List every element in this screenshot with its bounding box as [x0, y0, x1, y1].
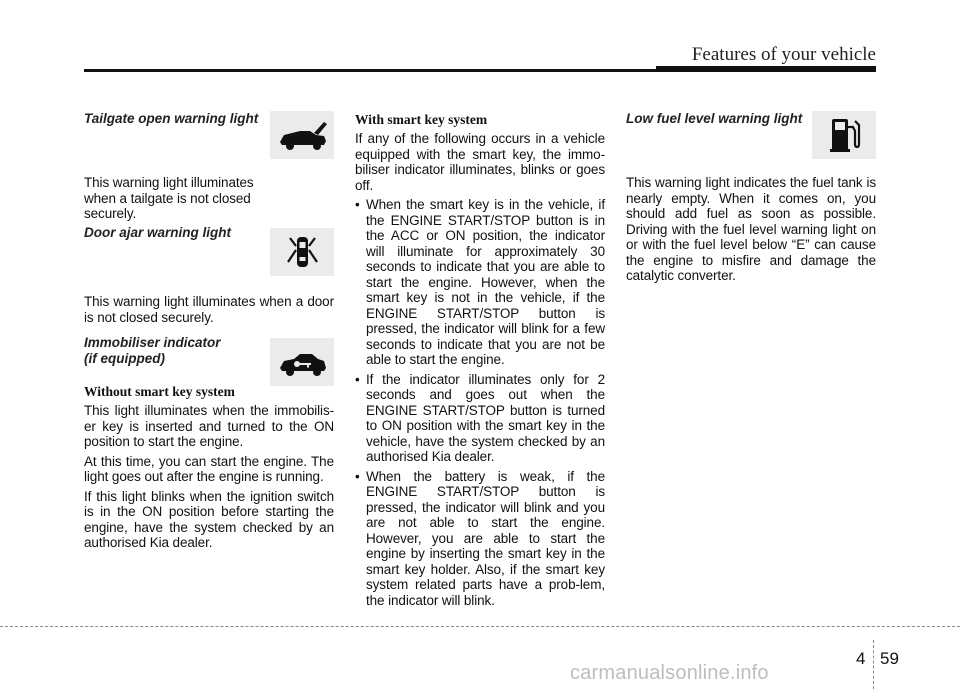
immobiliser-car-key-icon: [270, 338, 334, 386]
list-item: • When the smart key is in the vehicle, if the ENGINE START/STOP button is in the ACC or ON position, the indicator will illuminate for approximately 30 seconds to indicate that you are able to start the engine. However, when the smart key is not in the vehicle, if the ENGINE START/STOP button is pressed, the indicator will blink for a few seconds to indicate that you are not be able to start the engine.: [355, 197, 605, 367]
with-smart-key-heading: With smart key system: [355, 112, 488, 127]
list-item: • If the indicator illuminates only for 2 seconds and goes out when the ENGINE START/STOP button is turned to ON position with the smart key in the vehicle, have the system checked by an authorised Kia dealer.: [355, 371, 605, 464]
chapter-number: 4: [856, 649, 866, 668]
immobiliser-paragraph-2: At this time, you can start the engine. The light goes out after the engine is running.: [84, 453, 334, 484]
immobiliser-paragraph-1: This light illuminates when the immobilis-er key is inserted and turned to the ON position to start the engine.: [84, 403, 334, 449]
smart-key-intro: If any of the following occurs in a vehicle equipped with the smart key, the immo-biliser indicator illuminates, blinks or goes off.: [355, 131, 605, 193]
smart-key-bullet-list: [355, 197, 605, 608]
door-section: [84, 225, 334, 329]
door-heading: Door ajar warning light: [84, 225, 232, 240]
without-smart-key-heading: Without smart key system: [84, 384, 235, 399]
tailgate-heading: Tailgate open warning light: [84, 111, 259, 126]
footer-rule: [0, 626, 960, 627]
watermark: carmanualsonline.info: [570, 662, 769, 684]
list-item: • When the battery is weak, if the ENGINE START/STOP button is pressed, the indicator will blink and you are not able to start the engine. However, you are able to start the engine by inserting the smart key in the smart key holder. Also, if the smart key system related parts have a prob-lem, the indicator will blink.: [355, 468, 605, 608]
fuel-text: This warning light indicates the fuel tank is nearly empty. When it comes on, you should add fuel as soon as possible. Driving with the fuel level warning light on or with the fuel level below “E” can cause the engine to misfire and damage the catalytic converter.: [626, 175, 876, 283]
door-text: This warning light illuminates when a door is not closed securely.: [84, 294, 334, 325]
fuel-heading: Low fuel level warning light: [626, 111, 803, 126]
fuel-section: [626, 108, 876, 288]
page-number: 59: [880, 649, 899, 668]
immobiliser-section: [84, 335, 334, 555]
immobiliser-paragraph-3: If this light blinks when the ignition switch is in the ON position before starting the engine, have the system checked by an authorised Kia dealer.: [84, 488, 334, 550]
middle-column: [355, 108, 605, 612]
tailgate-section: [84, 108, 334, 226]
immobiliser-heading: Immobiliser indicator: [84, 335, 221, 350]
tailgate-text: This warning light illuminates when a tailgate is not closed securely.: [84, 175, 254, 221]
section-title: Features of your vehicle: [691, 44, 876, 65]
header-rule-accent: [656, 66, 876, 72]
footer-divider: [873, 640, 874, 689]
door-ajar-icon: [270, 228, 334, 276]
immobiliser-subtitle: (if equipped): [84, 351, 165, 366]
tailgate-open-icon: [270, 111, 334, 159]
fuel-pump-icon: [812, 111, 876, 159]
